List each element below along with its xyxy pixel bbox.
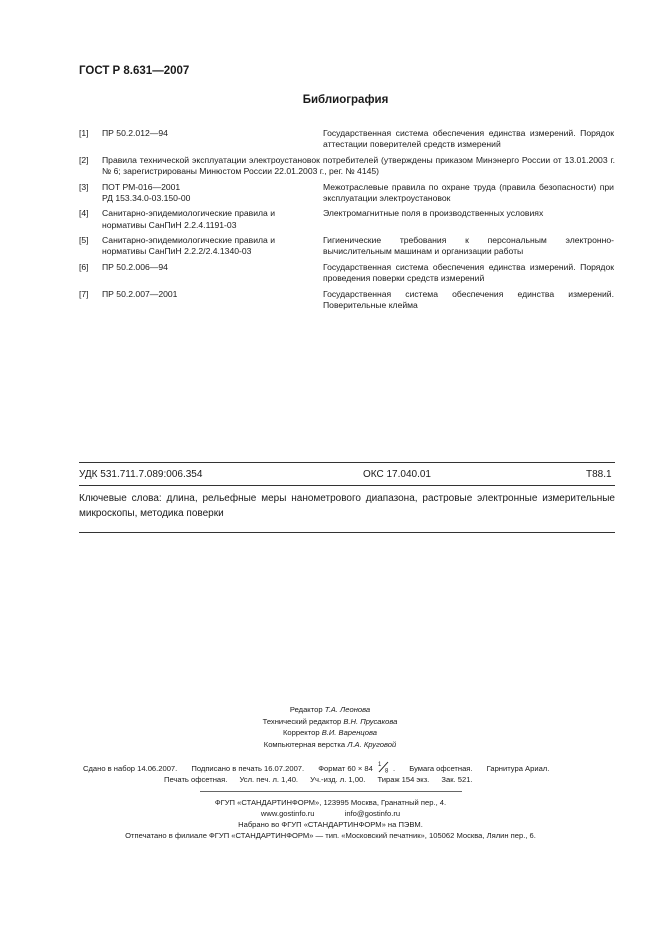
publisher-address: ФГУП «СТАНДАРТИНФОРМ», 123995 Москва, Гранатный пер., 4. bbox=[214, 798, 447, 807]
divider-top bbox=[79, 462, 615, 463]
svg-text:1: 1 bbox=[378, 762, 382, 768]
publishing-info-line2 bbox=[164, 775, 483, 784]
svg-text:8: 8 bbox=[385, 768, 389, 773]
classification-code: Т88.1 bbox=[586, 469, 612, 480]
keywords: Ключевые слова: длина, рельефные меры нанометрового диапазона, растровые электронные измерительные микроскопы, методика поверки bbox=[79, 493, 615, 519]
print-run: Тираж 154 экз. bbox=[377, 775, 430, 784]
publishing-info-line1 bbox=[83, 761, 561, 773]
reference-item bbox=[79, 235, 615, 257]
staff-name: В.Н. Прусакова bbox=[343, 716, 398, 726]
reference-number: [3] bbox=[79, 181, 89, 192]
reference-title: Государственная система обеспечения единства измерений. Поверительные клейма bbox=[323, 288, 614, 310]
reference-number: [5] bbox=[79, 235, 89, 246]
paper-format: Формат 60 × 84 1 8 . bbox=[318, 762, 396, 773]
reference-item bbox=[79, 182, 615, 204]
order-number: Зак. 521. bbox=[441, 775, 473, 784]
reference-item bbox=[79, 208, 615, 230]
email-link[interactable]: info@gostinfo.ru bbox=[344, 809, 401, 818]
reference-title: Государственная система обеспечения единства измерений. Порядок аттестации поверителей средств измерений bbox=[323, 128, 614, 150]
reference-title: Электромагнитные поля в производственных условиях bbox=[323, 208, 544, 219]
reference-number: [2] bbox=[79, 154, 89, 165]
reference-document: ПР 50.2.012—94 bbox=[102, 128, 168, 138]
signed-date: Подписано в печать 16.07.2007. bbox=[191, 764, 305, 773]
reference-title: Межотраслевые правила по охране труда (правила безопасности) при эксплуатации электроустановок bbox=[323, 181, 614, 203]
submitted-date: Сдано в набор 14.06.2007. bbox=[83, 764, 178, 773]
reference-document: Санитарно-эпидемиологические правила и нормативы СанПиН 2.2.2/2.4.1340-03 bbox=[102, 235, 276, 257]
oks-code: ОКС 17.040.01 bbox=[363, 469, 431, 480]
udk-code: УДК 531.711.7.089:006.354 bbox=[79, 469, 203, 480]
print-sheets: Усл. печ. л. 1,40. bbox=[239, 775, 299, 784]
reference-item bbox=[79, 262, 615, 284]
paper-type: Бумага офсетная. bbox=[409, 764, 473, 773]
reference-number: [4] bbox=[79, 208, 89, 219]
reference-document: ПР 50.2.006—94 bbox=[102, 261, 168, 272]
reference-item bbox=[79, 289, 615, 311]
editorial-staff bbox=[230, 704, 430, 750]
staff-role: Редактор bbox=[289, 705, 323, 714]
staff-name: Т.А. Леонова bbox=[324, 705, 371, 714]
reference-item bbox=[79, 128, 615, 150]
divider-middle bbox=[79, 485, 615, 486]
staff-line bbox=[230, 727, 430, 739]
divider-bottom bbox=[79, 532, 615, 533]
reference-number: [6] bbox=[79, 261, 89, 272]
document-id: ГОСТ Р 8.631—2007 bbox=[79, 65, 190, 77]
reference-title: Государственная система обеспечения единства измерений. Порядок проведения поверки средств измерений bbox=[323, 261, 614, 284]
reference-document: Санитарно-эпидемиологические правила и нормативы СанПиН 2.2.4.1191-03 bbox=[102, 208, 276, 230]
section-title: Библиография bbox=[302, 94, 389, 106]
reference-number: [7] bbox=[79, 288, 89, 299]
footer-divider bbox=[200, 791, 462, 792]
staff-role: Технический редактор bbox=[262, 716, 342, 726]
publishing-sheets: Уч.-изд. л. 1,00. bbox=[310, 775, 366, 784]
typeset-info: Набрано во ФГУП «СТАНДАРТИНФОРМ» на ПЭВМ. bbox=[238, 820, 423, 829]
typeface: Гарнитура Ариал. bbox=[486, 764, 550, 773]
website-link[interactable]: www.gostinfo.ru bbox=[260, 809, 315, 818]
print-type: Печать офсетная. bbox=[164, 775, 228, 784]
staff-line bbox=[230, 704, 430, 716]
staff-role: Корректор bbox=[282, 728, 320, 738]
reference-item bbox=[79, 155, 615, 177]
staff-line bbox=[230, 739, 430, 751]
staff-name: Л.А. Круговой bbox=[347, 739, 397, 749]
publisher-contacts bbox=[0, 809, 661, 818]
reference-number: [1] bbox=[79, 128, 89, 138]
reference-document: ПОТ РМ-016—2001 РД 153.34.0-03.150-00 bbox=[102, 181, 191, 203]
staff-name: В.И. Варенцова bbox=[321, 728, 378, 738]
reference-document: ПР 50.2.007—2001 bbox=[102, 288, 178, 299]
bibliography-list bbox=[79, 128, 615, 316]
reference-title: Гигиенические требования к персональным электронно-вычислительным машинам и организации работы bbox=[323, 235, 614, 257]
printer-info: Отпечатано в филиале ФГУП «СТАНДАРТИНФОРМ» — тип. «Московский печатник», 105062 Москва, Лялин пер., 6. bbox=[125, 831, 536, 840]
fraction-glyph bbox=[377, 761, 391, 773]
staff-line bbox=[230, 716, 430, 728]
staff-role: Компьютерная верстка bbox=[263, 739, 346, 749]
reference-full-text: Правила технической эксплуатации электроустановок потребителей (утверждены приказом Минэнерго России от 13.01.2003 г. № 6; зарегистрированы Минюстом России 22.01.2003 г., рег. № 4145) bbox=[102, 154, 615, 176]
